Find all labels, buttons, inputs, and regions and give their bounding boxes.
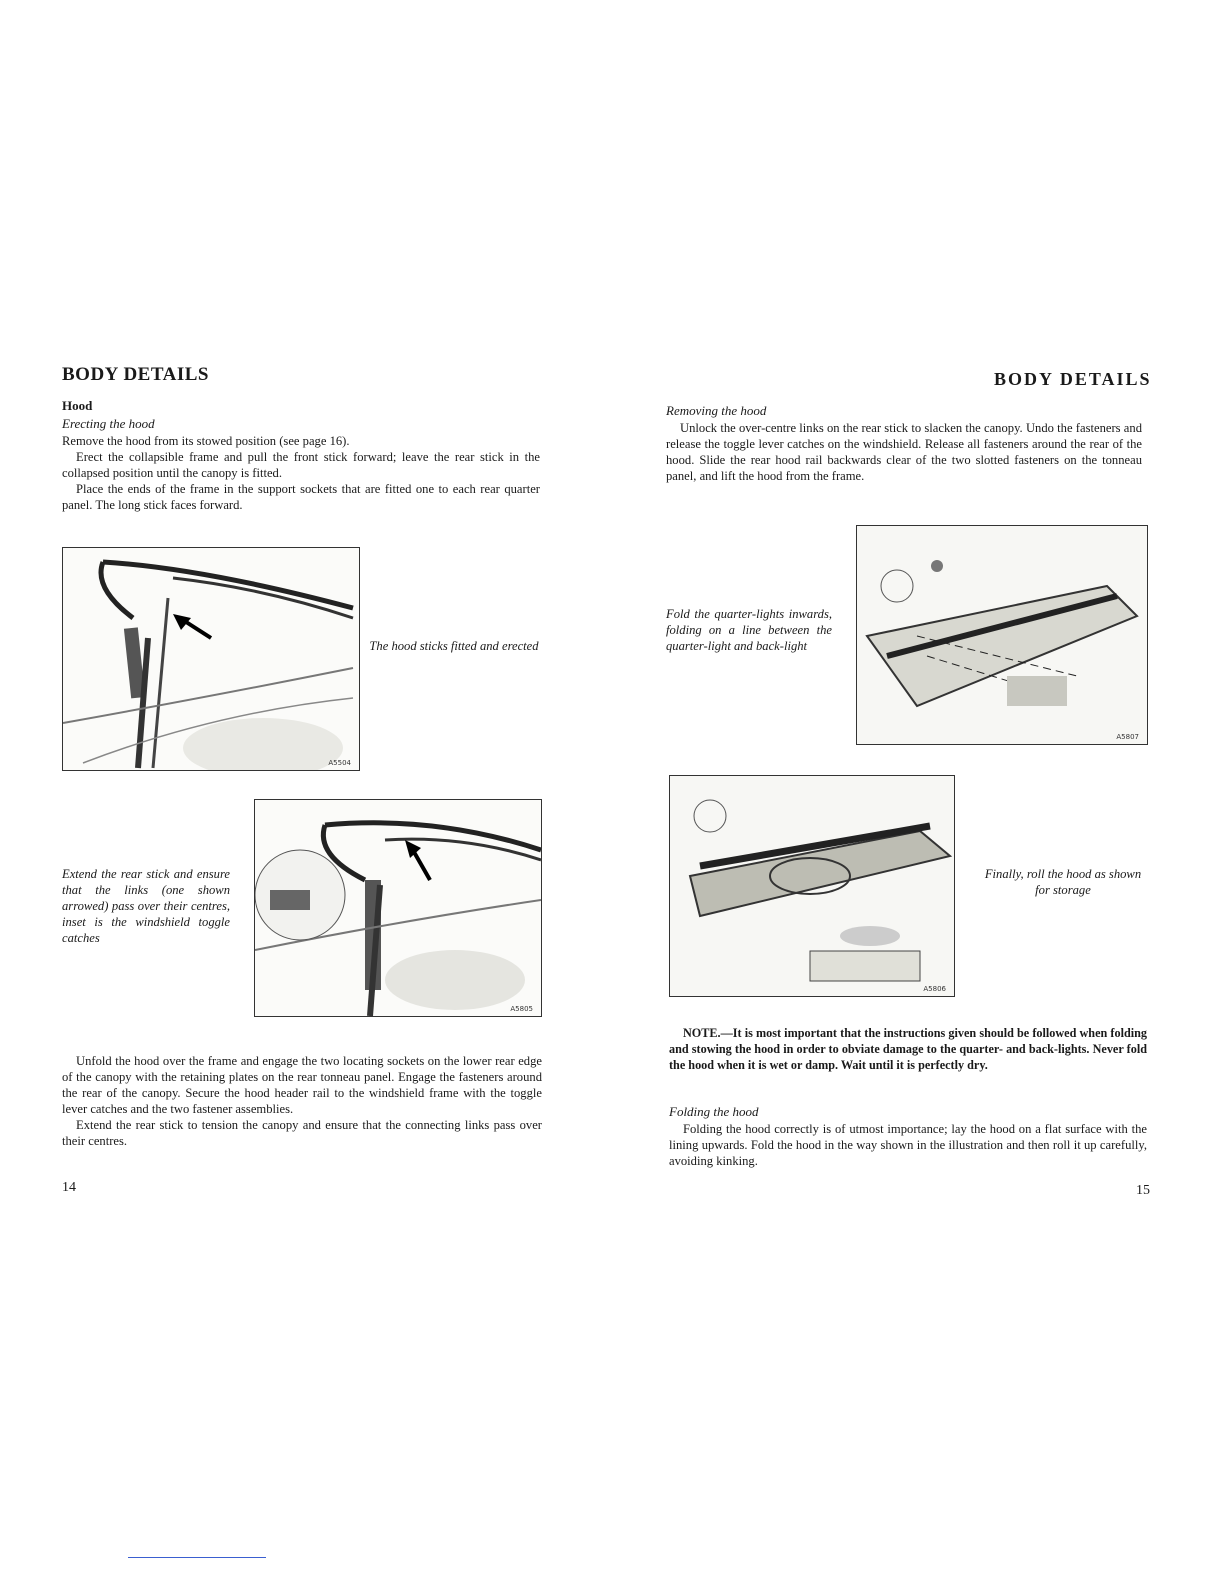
subsection-removing-hood: Removing the hood (666, 403, 767, 418)
paragraph: Erect the collapsible frame and pull the front stick forward; leave the rear stick in the collapsed position until the canopy is fitted. (62, 450, 540, 480)
paragraph: Extend the rear stick to tension the canopy and ensure that the connecting links pass over their centres. (62, 1118, 542, 1148)
right-page-heading: BODY DETAILS (994, 369, 1152, 389)
paragraph: Unfold the hood over the frame and engage the two locating sockets on the lower rear edge of the canopy with the retaining plates on the rear tonneau panel. Engage the fasteners around the rear of the canopy. Secure the hood header rail to the windshield frame with the toggle lever catches and the two fastener assemblies. (62, 1054, 542, 1116)
figure-code: A5805 (510, 1005, 533, 1013)
figure-roll-hood (669, 775, 955, 997)
fold-quarter-lights-illustration (857, 526, 1147, 744)
paragraph: Unlock the over-centre links on the rear stick to slacken the canopy. Undo the fasteners and release the toggle lever catches on the windshield. Release all fasteners around the rear of the hood. Slide the rear hood rail backwards clear of the two slotted fasteners on the tonneau panel, and lift the hood from the frame. (666, 421, 1142, 483)
paragraph: Folding the hood correctly is of utmost importance; lay the hood on a flat surface with the lining upwards. Fold the hood in the way shown in the illustration and then roll it up carefully, avoiding kinking. (669, 1122, 1147, 1168)
note-text: NOTE.—It is most important that the instructions given should be followed when folding and stowing the hood in order to obviate damage to the quarter- and back-lights. Never fold the hood when it is wet or damp. Wait until it is perfectly dry. (669, 1026, 1147, 1072)
figure-caption: Fold the quarter-lights inwards, folding on a line between the quarter-light and back-light (666, 607, 832, 653)
erecting-text-block (62, 433, 540, 513)
left-page-heading: BODY DETAILS (62, 364, 209, 385)
note-block (669, 1025, 1147, 1073)
figure-caption: Extend the rear stick and ensure that the links (one shown arrowed) pass over their centres, inset is the windshield toggle catches (62, 867, 230, 945)
section-title-hood: Hood (62, 398, 93, 413)
folding-text-block (669, 1121, 1147, 1169)
removing-text-block (666, 420, 1142, 484)
subsection-folding-hood: Folding the hood (669, 1104, 759, 1119)
figure-rear-stick (254, 799, 542, 1017)
figure-fold-quarter-lights (856, 525, 1148, 745)
roll-hood-illustration (670, 776, 954, 996)
figure-code: A5806 (923, 985, 946, 993)
figure-hood-sticks (62, 547, 360, 771)
canopy-text-block (62, 1053, 542, 1149)
subsection-erecting-hood: Erecting the hood (62, 416, 155, 431)
paragraph: Place the ends of the frame in the support sockets that are fitted one to each rear quarter panel. The long stick faces forward. (62, 482, 540, 512)
figure-caption: Finally, roll the hood as shown for storage (984, 867, 1142, 897)
page-number: 14 (62, 1180, 76, 1195)
figure-code: A5807 (1116, 733, 1139, 741)
page-number: 15 (1136, 1183, 1150, 1198)
footer-divider (128, 1557, 266, 1558)
paragraph: Remove the hood from its stowed position (see page 16). (62, 434, 350, 448)
figure-code: A5504 (328, 759, 351, 767)
rear-stick-illustration (255, 800, 541, 1016)
figure-caption: The hood sticks fitted and erected (369, 639, 539, 653)
hood-sticks-illustration (63, 548, 359, 770)
